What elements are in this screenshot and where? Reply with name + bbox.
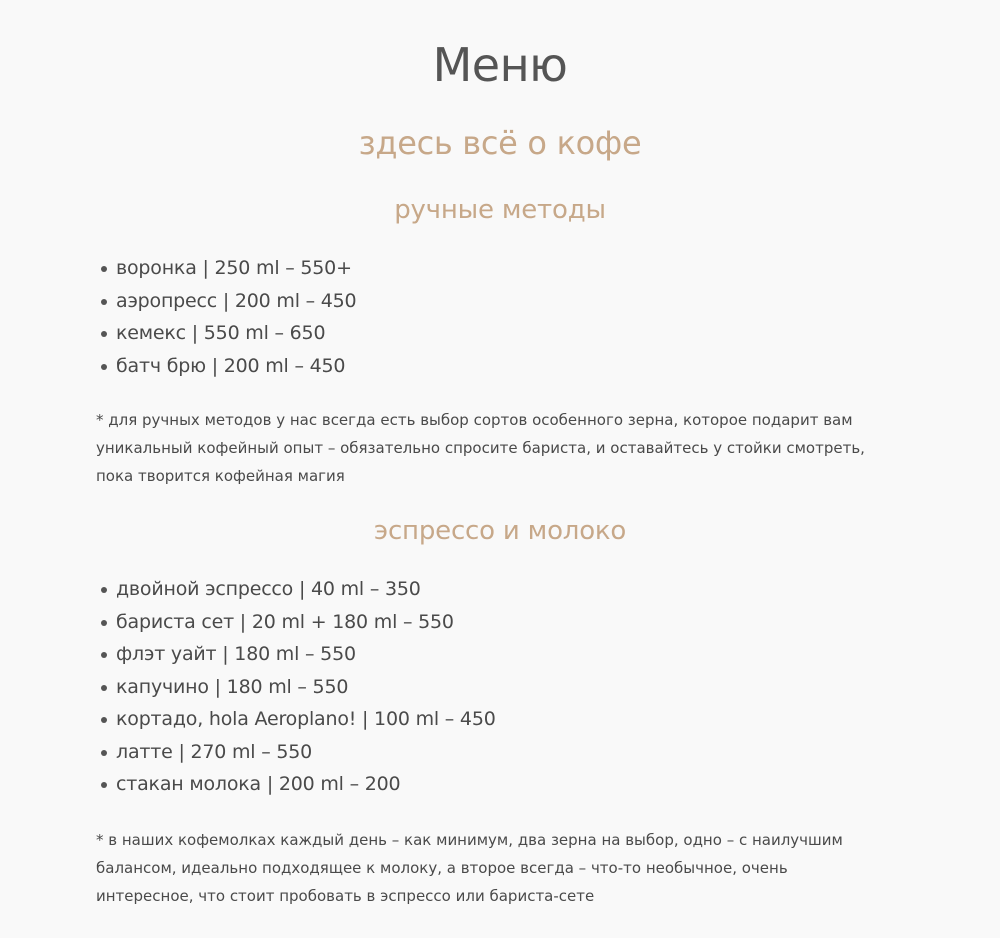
menu-item (96, 638, 496, 671)
bullet-icon (101, 331, 107, 337)
bullet-icon (101, 364, 107, 370)
bullet-icon (101, 652, 107, 658)
bullet-icon (101, 620, 107, 626)
page-subtitle: здесь всё о кофе (358, 124, 642, 162)
manual-methods-list (96, 252, 356, 382)
menu-item (96, 573, 496, 606)
bullet-icon (101, 299, 107, 305)
menu-item-label: аэропресс | 200 ml – 450 (116, 289, 357, 312)
espresso-milk-list (96, 573, 496, 801)
section-heading-espresso-milk: эспрессо и молоко (373, 516, 627, 546)
menu-item (96, 285, 356, 318)
menu-item-label: латте | 270 ml – 550 (116, 740, 313, 763)
menu-item-label: батч брю | 200 ml – 450 (116, 354, 346, 377)
menu-item-label: кемекс | 550 ml – 650 (116, 322, 326, 344)
bullet-icon (101, 750, 107, 756)
menu-item (96, 317, 356, 350)
menu-item-label: капучино | 180 ml – 550 (116, 675, 349, 698)
menu-item (96, 350, 356, 383)
bullet-icon (101, 266, 107, 272)
bullet-icon (101, 685, 107, 691)
menu-item-label: кортадо, hola Aeroplano! | 100 ml – 450 (116, 708, 496, 730)
menu-item (96, 252, 356, 285)
bullet-icon (101, 587, 107, 593)
bullet-icon (101, 717, 107, 723)
menu-item (96, 768, 496, 801)
menu-item (96, 606, 496, 639)
menu-item-label: двойной эспрессо | 40 ml – 350 (116, 578, 421, 600)
espresso-milk-note: * в наших кофемолках каждый день – как минимум, два зерна на выбор, одно – с наилучшим балансом, идеально подходящее к молоку, а второе всегда – что-то необычное, очень интересное, что стоит пробовать в эспрессо или бариста-сете (96, 831, 843, 905)
page-title: Меню (432, 38, 568, 92)
manual-methods-note: * для ручных методов у нас всегда есть выбор сортов особенного зерна, которое подарит вам уникальный кофейный опыт – обязательно спросите бариста, и оставайтесь у стойки смотреть, пока творится кофейная магия (96, 411, 865, 485)
menu-item (96, 703, 496, 736)
menu-item-label: воронка | 250 ml – 550+ (116, 257, 352, 279)
menu-item-label: флэт уайт | 180 ml – 550 (116, 643, 356, 665)
menu-item-label: стакан молока | 200 ml – 200 (116, 773, 401, 795)
menu-item-label: бариста сет | 20 ml + 180 ml – 550 (116, 610, 454, 633)
bullet-icon (101, 782, 107, 788)
section-heading-manual-methods: ручные методы (394, 195, 606, 225)
menu-item (96, 736, 496, 769)
menu-item (96, 671, 496, 704)
